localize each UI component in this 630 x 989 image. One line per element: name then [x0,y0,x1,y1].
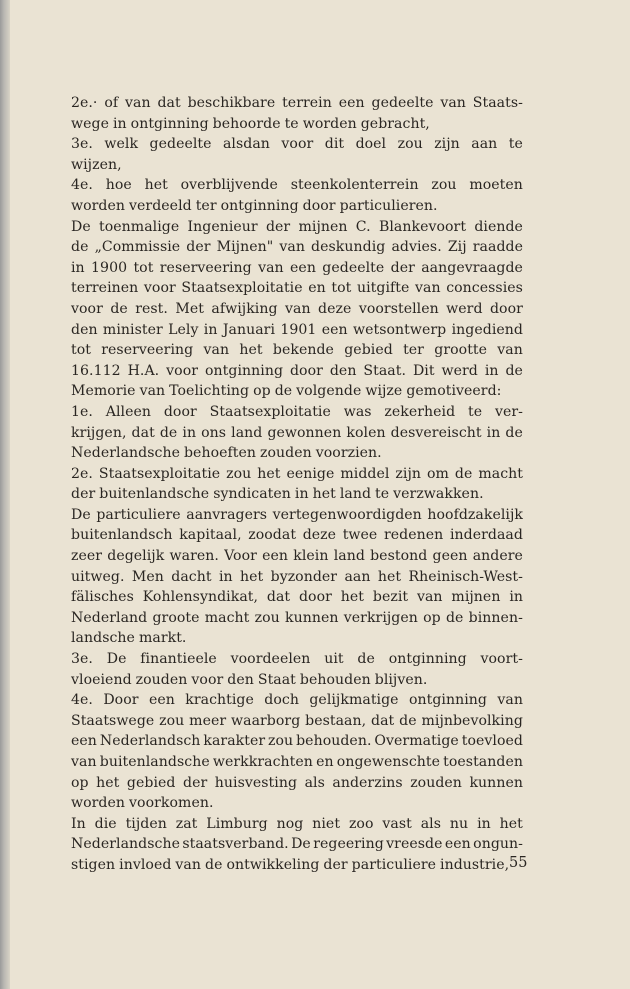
text-line: van buitenlandsche werkkrachten en ongewenschte toestanden [71,754,523,770]
text-line: Nederlandsche behoeften zouden voorzien. [71,445,382,462]
text-line: 1e. Alleen door Staatsexploitatie was zekerheid te ver- [71,403,523,420]
text-line: wege in ontginning behoorde te worden gebracht, [71,115,430,132]
text-line: 16.112 H.A. voor ontginning door den Staat. Dit werd in de [71,362,523,379]
text-line: der buitenlandsche syndicaten in het land te verzwakken. [71,486,484,503]
text-line: Nederland groote macht zou kunnen verkrijgen op de binnen- [71,609,523,626]
text-line: Memorie van Toelichting op de volgende wijze gemotiveerd: [71,383,502,400]
text-line: voor de rest. Met afwijking van deze voorstellen werd door [71,300,523,317]
text-line: fälisches Kohlensyndikat, dat door het bezit van mijnen in [71,589,523,606]
body-text [71,93,523,876]
paragraph [71,649,523,690]
page-number: 55 [509,855,528,871]
text-line: een Nederlandsch karakter zou behouden. Overmatige toevloed [71,733,523,750]
text-line: Nederlandsche staatsverband. De regeering vreesde een ongun- [71,836,523,853]
paragraph [71,402,523,464]
text-line: De toenmalige Ingenieur der mijnen C. Blankevoort diende [71,218,523,235]
paragraph [71,217,523,402]
text-line: de „Commissie der Mijnen" van deskundig advies. Zij raadde [71,239,523,256]
text-line: 2e. Staatsexploitatie zou het eenige middel zijn om de macht [71,465,523,482]
text-line: zeer degelijk waren. Voor een klein land bestond geen andere [71,548,523,565]
text-line: terreinen voor Staatsexploitatie en tot uitgifte van concessies [71,280,523,297]
text-line: In die tijden zat Limburg nog niet zoo vast als nu in het [71,815,523,832]
text-line: den minister Lely in Januari 1901 een wetsontwerp ingediend [71,321,523,338]
paragraph [71,134,523,175]
paragraph [71,93,523,134]
text-line: uitweg. Men dacht in het byzonder aan het Rheinisch-West- [71,568,523,585]
paragraph [71,690,523,814]
text-line: 4e. hoe het overblijvende steenkolenterrein zou moeten [71,177,523,194]
paragraph [71,464,523,505]
text-line: 2e.· of van dat beschikbare terrein een gedeelte van Staats- [71,95,523,111]
text-line: worden voorkomen. [71,795,214,812]
text-line: De particuliere aanvragers vertegenwoordigden hoofdzakelijk [71,506,523,523]
text-line: 3e. welk gedeelte alsdan voor dit doel zou zijn aan te [71,136,523,153]
paragraph [71,505,523,649]
text-line: 4e. Door een krachtige doch gelijkmatige ontginning van [71,692,523,709]
text-line: vloeiend zouden voor den Staat behouden blijven. [71,671,428,688]
text-line: buitenlandsch kapitaal, zoodat deze twee redenen inderdaad [71,527,523,544]
text-line: krijgen, dat de in ons land gewonnen kolen desvereischt in de [71,424,523,441]
paragraph [71,814,523,876]
text-line: landsche markt. [71,630,187,647]
page-binding-edge [0,0,10,989]
text-line: 3e. De finantieele voordeelen uit de ontginning voort- [71,651,523,668]
text-line: Staatswege zou meer waarborg bestaan, dat de mijnbevolking [71,712,523,729]
text-line: tot reserveering van het bekende gebied ter grootte van [71,342,523,359]
book-page [10,0,630,989]
text-line: wijzen, [71,156,122,173]
text-line: op het gebied der huisvesting als anderzins zouden kunnen [71,774,523,791]
text-line: worden verdeeld ter ontginning door particulieren. [71,197,438,214]
text-line: stigen invloed van de ontwikkeling der particuliere industrie, [71,856,510,873]
paragraph [71,175,523,216]
text-line: in 1900 tot reserveering van een gedeelte der aangevraagde [71,259,523,276]
